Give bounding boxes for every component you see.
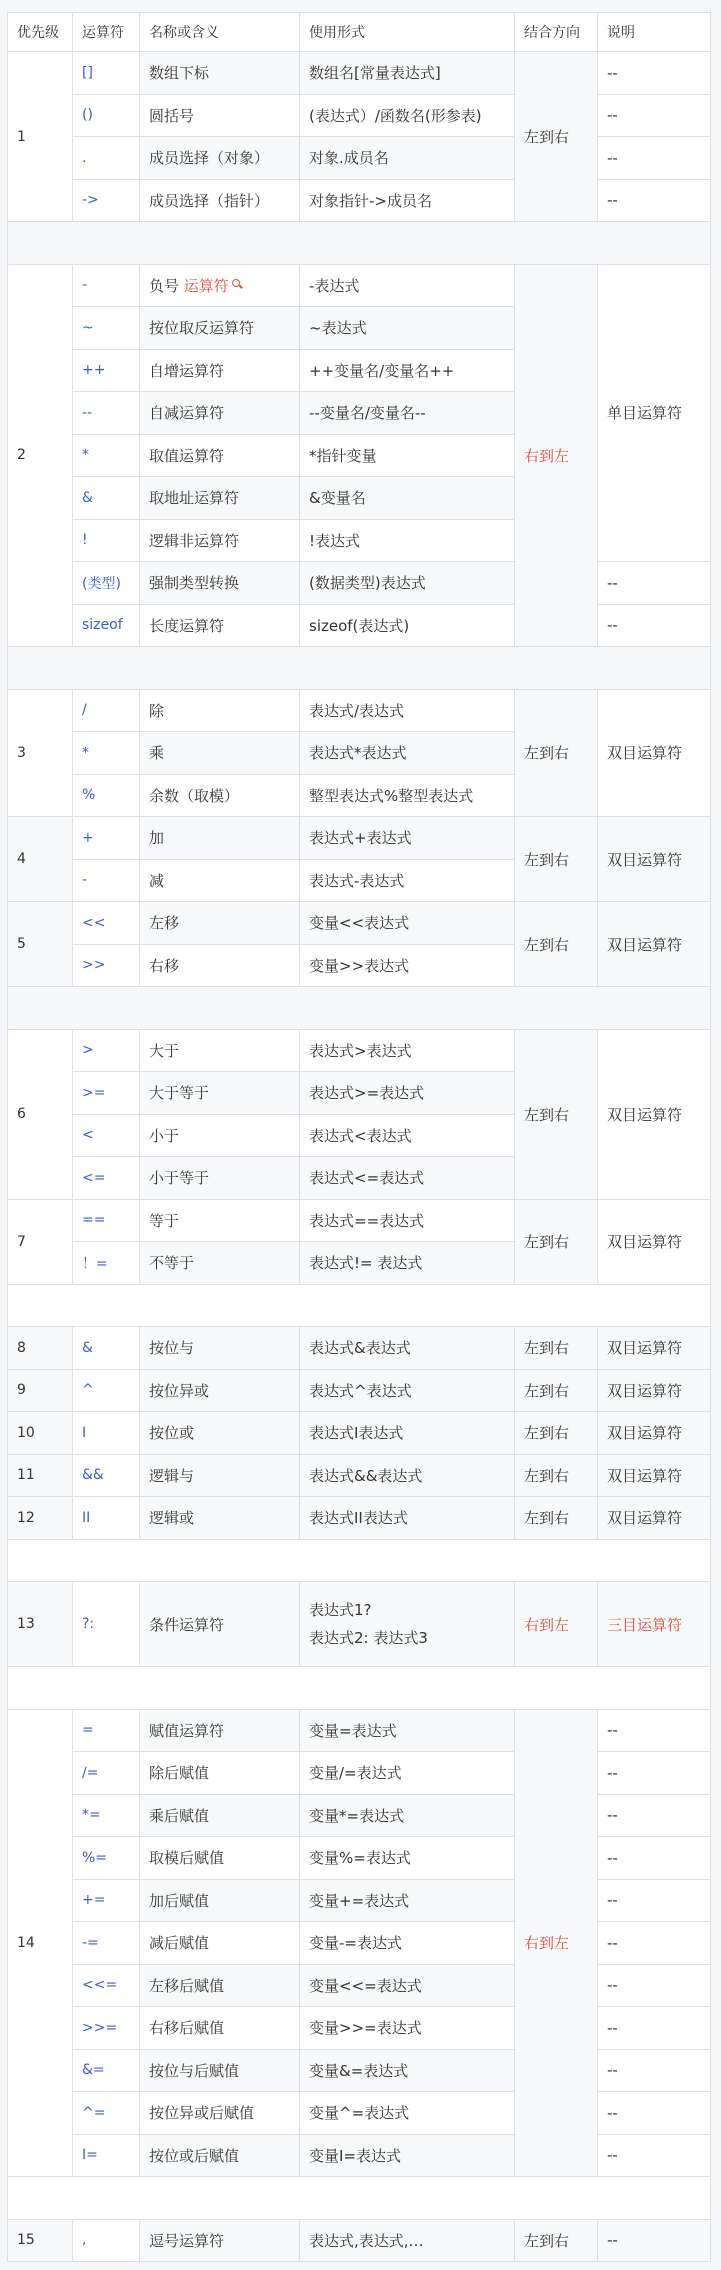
direction-cell: [515, 1709, 598, 2177]
operator-cell: /: [73, 689, 140, 732]
usage-cell: 变量<<=表达式: [300, 1964, 515, 2007]
name-cell: 大于等于: [140, 1072, 300, 1115]
name-cell: 逻辑与: [140, 1454, 300, 1497]
note-cell: 双目运算符: [598, 1327, 711, 1370]
priority-cell: 1: [8, 52, 73, 222]
usage-cell: 变量>>表达式: [300, 944, 515, 987]
name-cell: 除: [140, 689, 300, 732]
usage-cell: 变量*=表达式: [300, 1794, 515, 1837]
table-row: [8, 2219, 711, 2262]
spacer-cell: [8, 987, 711, 1030]
name-cell: 逗号运算符: [140, 2219, 300, 2262]
usage-cell: 变量%=表达式: [300, 1837, 515, 1880]
name-cell: 大于: [140, 1029, 300, 1072]
usage-cell: 变量=表达式: [300, 1709, 515, 1752]
operator-cell: +: [73, 817, 140, 860]
usage-cell: (数据类型)表达式: [300, 562, 515, 605]
operator-cell: >=: [73, 1072, 140, 1115]
note-cell: 双目运算符: [598, 1454, 711, 1497]
name-cell: 数组下标: [140, 52, 300, 95]
header-usage: 使用形式: [300, 13, 515, 52]
priority-cell: 4: [8, 817, 73, 902]
table-row: [8, 1922, 711, 1965]
note-cell: --: [598, 137, 711, 180]
name-cell: 乘后赋值: [140, 1794, 300, 1837]
operator-cell: *=: [73, 1794, 140, 1837]
direction-cell: 左到右: [515, 817, 598, 902]
name-cell: 小于: [140, 1114, 300, 1157]
priority-cell: 10: [8, 1412, 73, 1455]
name-cell: 余数（取模）: [140, 774, 300, 817]
direction-cell: 左到右: [515, 1412, 598, 1455]
direction-text: 右到左: [524, 446, 570, 465]
header-priority: 优先级: [8, 13, 73, 52]
usage-cell: 变量&=表达式: [300, 2049, 515, 2092]
note-cell: --: [598, 1837, 711, 1880]
usage-cell: 表达式I表达式: [300, 1412, 515, 1455]
name-cell: 赋值运算符: [140, 1709, 300, 1752]
table-row: [8, 1454, 711, 1497]
operator-cell: >>: [73, 944, 140, 987]
operator-cell: .: [73, 137, 140, 180]
table-row: [8, 689, 711, 732]
spacer-row: [8, 222, 711, 265]
name-cell: 条件运算符: [140, 1582, 300, 1667]
usage-cell: ++变量名/变量名++: [300, 349, 515, 392]
direction-cell: 左到右: [515, 52, 598, 222]
note-cell: --: [598, 52, 711, 95]
operator-cell: (): [73, 94, 140, 137]
operator-cell: <: [73, 1114, 140, 1157]
usage-cell: sizeof(表达式): [300, 604, 515, 647]
header-note: 说明: [598, 13, 711, 52]
operator-cell: <=: [73, 1157, 140, 1200]
name-cell: 加: [140, 817, 300, 860]
usage-cell: 变量<<表达式: [300, 902, 515, 945]
name-cell: 按位与: [140, 1327, 300, 1370]
note-text: 三目运算符: [607, 1615, 683, 1634]
note-cell: --: [598, 1922, 711, 1965]
name-cell: [140, 264, 300, 307]
direction-cell: [515, 264, 598, 647]
usage-cell: *指针变量: [300, 434, 515, 477]
usage-cell: 对象.成员名: [300, 137, 515, 180]
table-row: [8, 1752, 711, 1795]
name-cell: 不等于: [140, 1242, 300, 1285]
table-row: [8, 179, 711, 222]
table-header-row: [8, 13, 711, 52]
operator-precedence-table-container: [7, 12, 710, 2262]
usage-cell: 表达式<表达式: [300, 1114, 515, 1157]
note-cell: --: [598, 562, 711, 605]
operator-cell: ==: [73, 1199, 140, 1242]
table-row: [8, 1412, 711, 1455]
table-row: [8, 1369, 711, 1412]
name-cell: 小于等于: [140, 1157, 300, 1200]
priority-cell: 11: [8, 1454, 73, 1497]
name-cell: 乘: [140, 732, 300, 775]
name-cell: 长度运算符: [140, 604, 300, 647]
spacer-row: [8, 1539, 711, 1582]
usage-line: 表达式2: 表达式3: [309, 1629, 428, 1647]
operator-cell: sizeof: [73, 604, 140, 647]
usage-cell: 表达式/表达式: [300, 689, 515, 732]
note-cell: --: [598, 1964, 711, 2007]
note-cell: --: [598, 2092, 711, 2135]
direction-cell: 左到右: [515, 2219, 598, 2262]
table-row: [8, 2134, 711, 2177]
spacer-cell: [8, 2177, 711, 2220]
note-cell: --: [598, 1794, 711, 1837]
name-cell: 取值运算符: [140, 434, 300, 477]
usage-cell: ~表达式: [300, 307, 515, 350]
direction-cell: 左到右: [515, 1199, 598, 1284]
operator-cell: -=: [73, 1922, 140, 1965]
name-cell: 减: [140, 859, 300, 902]
name-cell: 减后赋值: [140, 1922, 300, 1965]
note-cell: --: [598, 1752, 711, 1795]
operator-cell: --: [73, 392, 140, 435]
usage-cell: 表达式&表达式: [300, 1327, 515, 1370]
operator-cell: []: [73, 52, 140, 95]
name-cell: 成员选择（对象）: [140, 137, 300, 180]
usage-cell: 表达式==表达式: [300, 1199, 515, 1242]
note-cell: 双目运算符: [598, 1029, 711, 1199]
operator-cell: I: [73, 1412, 140, 1455]
note-cell: --: [598, 2134, 711, 2177]
spacer-row: [8, 1284, 711, 1327]
table-row: [8, 902, 711, 945]
name-cell: 按位异或后赋值: [140, 2092, 300, 2135]
operator-cell: &=: [73, 2049, 140, 2092]
name-cell: 除后赋值: [140, 1752, 300, 1795]
table-row: [8, 562, 711, 605]
usage-cell: 变量/=表达式: [300, 1752, 515, 1795]
table-row: [8, 52, 711, 95]
priority-cell: 3: [8, 689, 73, 817]
operator-cell: -: [73, 859, 140, 902]
note-cell: --: [598, 1879, 711, 1922]
operator-cell: <<: [73, 902, 140, 945]
usage-cell: 表达式>=表达式: [300, 1072, 515, 1115]
usage-cell: 变量>>=表达式: [300, 2007, 515, 2050]
operator-cell: &&: [73, 1454, 140, 1497]
direction-text: 右到左: [524, 1934, 570, 1953]
usage-cell: 变量I=表达式: [300, 2134, 515, 2177]
usage-cell: &变量名: [300, 477, 515, 520]
operator-cell: !: [73, 519, 140, 562]
name-cell: 等于: [140, 1199, 300, 1242]
operator-cell: /=: [73, 1752, 140, 1795]
name-cell: 按位异或: [140, 1369, 300, 1412]
header-direction: 结合方向: [515, 13, 598, 52]
table-row: [8, 2007, 711, 2050]
operator-cell: *: [73, 732, 140, 775]
table-row: [8, 1964, 711, 2007]
priority-cell: 14: [8, 1709, 73, 2177]
note-cell: 双目运算符: [598, 1497, 711, 1540]
operator-cell: ^: [73, 1369, 140, 1412]
operator-cell: I=: [73, 2134, 140, 2177]
operator-cell: ++: [73, 349, 140, 392]
direction-cell: 左到右: [515, 1454, 598, 1497]
priority-cell: 8: [8, 1327, 73, 1370]
operator-cell: <<=: [73, 1964, 140, 2007]
operator-cell: ！=: [73, 1242, 140, 1285]
usage-cell: !表达式: [300, 519, 515, 562]
priority-cell: 2: [8, 264, 73, 647]
usage-cell: 变量^=表达式: [300, 2092, 515, 2135]
name-cell: 自增运算符: [140, 349, 300, 392]
operator-precedence-table: [7, 12, 711, 2262]
spacer-row: [8, 2177, 711, 2220]
direction-cell: 左到右: [515, 1029, 598, 1199]
direction-cell: 左到右: [515, 1327, 598, 1370]
note-cell: 双目运算符: [598, 817, 711, 902]
name-cell: 右移后赋值: [140, 2007, 300, 2050]
table-row: [8, 1327, 711, 1370]
usage-cell: 表达式&&表达式: [300, 1454, 515, 1497]
usage-cell: 表达式,表达式,…: [300, 2219, 515, 2262]
name-text: 负号: [149, 276, 180, 295]
note-cell: 双目运算符: [598, 1199, 711, 1284]
usage-cell: 表达式+表达式: [300, 817, 515, 860]
table-row: [8, 94, 711, 137]
name-cell: 左移: [140, 902, 300, 945]
usage-cell: 对象指针->成员名: [300, 179, 515, 222]
operator-cell: >>=: [73, 2007, 140, 2050]
operator-cell: ->: [73, 179, 140, 222]
usage-cell: 变量-=表达式: [300, 1922, 515, 1965]
operator-cell: &: [73, 1327, 140, 1370]
direction-cell: 左到右: [515, 689, 598, 817]
operator-cell: II: [73, 1497, 140, 1540]
table-row: [8, 1029, 711, 1072]
header-name: 名称或含义: [140, 13, 300, 52]
note-cell: --: [598, 604, 711, 647]
name-cell: 按位或后赋值: [140, 2134, 300, 2177]
table-row: [8, 1199, 711, 1242]
direction-cell: 左到右: [515, 1497, 598, 1540]
table-row: [8, 1582, 711, 1667]
note-cell: --: [598, 2219, 711, 2262]
spacer-cell: [8, 1284, 711, 1327]
search-icon[interactable]: [232, 279, 240, 287]
usage-cell: 表达式II表达式: [300, 1497, 515, 1540]
name-cell: 取模后赋值: [140, 1837, 300, 1880]
name-cell: 成员选择（指针）: [140, 179, 300, 222]
operator-cell: ?:: [73, 1582, 140, 1667]
usage-cell: 表达式!= 表达式: [300, 1242, 515, 1285]
operator-link[interactable]: 运算符: [183, 276, 229, 295]
operator-cell: >: [73, 1029, 140, 1072]
name-cell: 按位取反运算符: [140, 307, 300, 350]
usage-cell: (表达式）/函数名(形参表): [300, 94, 515, 137]
direction-cell: 左到右: [515, 1369, 598, 1412]
note-cell: 双目运算符: [598, 1412, 711, 1455]
spacer-row: [8, 987, 711, 1030]
usage-line: 表达式1?: [309, 1601, 372, 1619]
operator-cell: -: [73, 264, 140, 307]
table-row: [8, 1794, 711, 1837]
priority-cell: 15: [8, 2219, 73, 2262]
priority-cell: 6: [8, 1029, 73, 1199]
name-cell: 按位或: [140, 1412, 300, 1455]
note-cell: 双目运算符: [598, 689, 711, 817]
operator-cell: ^=: [73, 2092, 140, 2135]
usage-cell: -表达式: [300, 264, 515, 307]
priority-cell: 13: [8, 1582, 73, 1667]
usage-cell: 数组名[常量表达式]: [300, 52, 515, 95]
operator-cell: (类型): [73, 562, 140, 605]
table-row: [8, 2049, 711, 2092]
usage-cell: 表达式>表达式: [300, 1029, 515, 1072]
usage-cell: 变量+=表达式: [300, 1879, 515, 1922]
usage-cell: 表达式^表达式: [300, 1369, 515, 1412]
usage-cell: 整型表达式%整型表达式: [300, 774, 515, 817]
priority-cell: 9: [8, 1369, 73, 1412]
usage-cell: 表达式*表达式: [300, 732, 515, 775]
spacer-cell: [8, 1667, 711, 1710]
name-cell: 右移: [140, 944, 300, 987]
operator-cell: %=: [73, 1837, 140, 1880]
spacer-row: [8, 1667, 711, 1710]
name-cell: 逻辑或: [140, 1497, 300, 1540]
direction-cell: 左到右: [515, 902, 598, 987]
header-operator: 运算符: [73, 13, 140, 52]
table-row: [8, 1837, 711, 1880]
table-row: [8, 604, 711, 647]
operator-cell: ~: [73, 307, 140, 350]
note-cell: --: [598, 94, 711, 137]
priority-cell: 12: [8, 1497, 73, 1540]
note-cell: 双目运算符: [598, 902, 711, 987]
table-row: [8, 2092, 711, 2135]
priority-cell: 5: [8, 902, 73, 987]
operator-cell: ,: [73, 2219, 140, 2262]
note-cell: [598, 1582, 711, 1667]
direction-cell: [515, 1582, 598, 1667]
table-row: [8, 817, 711, 860]
operator-cell: =: [73, 1709, 140, 1752]
table-row: [8, 1497, 711, 1540]
name-cell: 取地址运算符: [140, 477, 300, 520]
table-row: [8, 264, 711, 307]
operator-cell: *: [73, 434, 140, 477]
operator-cell: +=: [73, 1879, 140, 1922]
usage-cell: 表达式-表达式: [300, 859, 515, 902]
table-row: [8, 1879, 711, 1922]
table-row: [8, 1709, 711, 1752]
name-cell: 左移后赋值: [140, 1964, 300, 2007]
usage-cell: [300, 1582, 515, 1667]
note-cell: 单目运算符: [598, 264, 711, 562]
spacer-cell: [8, 1539, 711, 1582]
usage-cell: 表达式<=表达式: [300, 1157, 515, 1200]
priority-cell: 7: [8, 1199, 73, 1284]
note-cell: --: [598, 1709, 711, 1752]
name-cell: 强制类型转换: [140, 562, 300, 605]
note-cell: --: [598, 2049, 711, 2092]
name-cell: 自减运算符: [140, 392, 300, 435]
direction-text: 右到左: [524, 1615, 570, 1634]
usage-cell: --变量名/变量名--: [300, 392, 515, 435]
operator-cell: &: [73, 477, 140, 520]
table-row: [8, 137, 711, 180]
spacer-cell: [8, 647, 711, 690]
name-cell: 加后赋值: [140, 1879, 300, 1922]
name-cell: 按位与后赋值: [140, 2049, 300, 2092]
name-cell: 圆括号: [140, 94, 300, 137]
name-cell: 逻辑非运算符: [140, 519, 300, 562]
note-cell: --: [598, 179, 711, 222]
note-cell: --: [598, 2007, 711, 2050]
operator-cell: %: [73, 774, 140, 817]
spacer-cell: [8, 222, 711, 265]
note-cell: 双目运算符: [598, 1369, 711, 1412]
spacer-row: [8, 647, 711, 690]
